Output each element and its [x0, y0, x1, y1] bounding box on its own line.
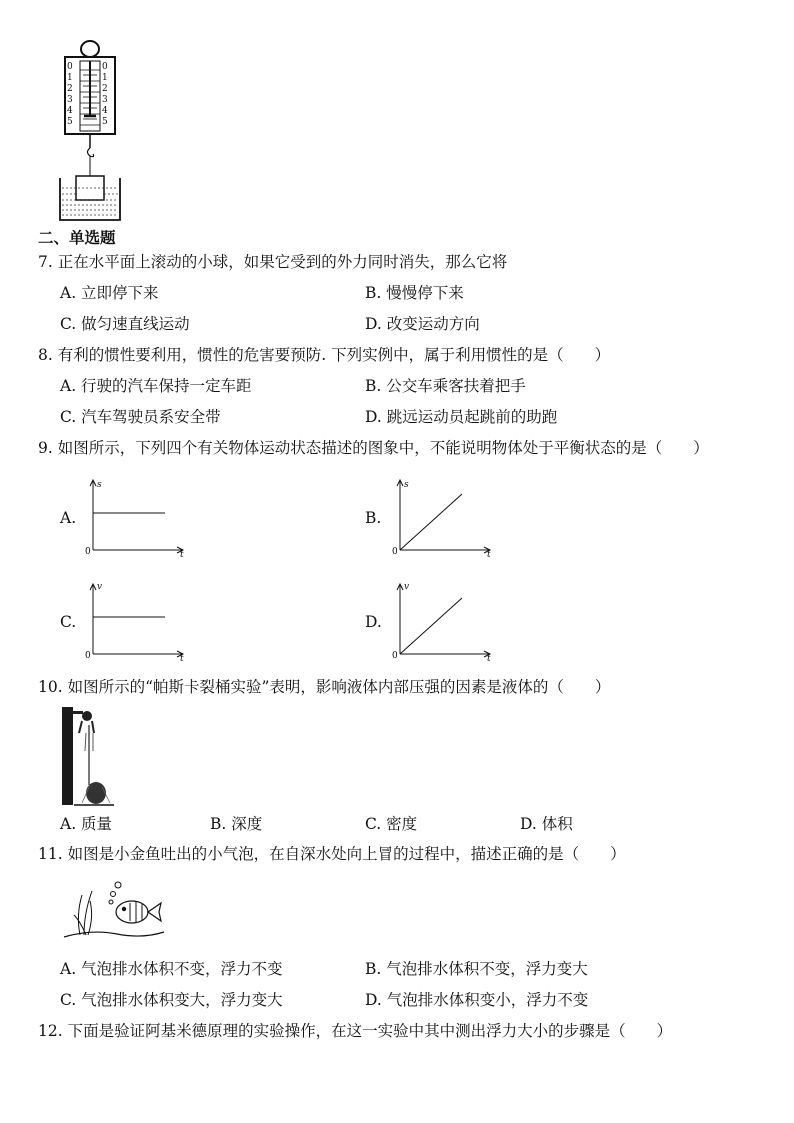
graph-a-origin: 0 — [85, 547, 91, 557]
graph-d — [390, 582, 500, 662]
scale-mark: 1 — [102, 73, 108, 83]
graph-d-line — [400, 598, 462, 654]
q10-option-b[interactable]: B. 深度 — [210, 815, 263, 833]
q11-option-a[interactable]: A. 气泡排水体积不变，浮力不变 — [60, 960, 283, 978]
scale-mark: 4 — [67, 106, 73, 116]
goldfish-bubble-figure — [62, 877, 167, 942]
graph-c-ylabel: v — [97, 582, 103, 592]
q10-option-d[interactable]: D. 体积 — [520, 815, 573, 833]
question-7-stem: 7. 正在水平面上滚动的小球，如果它受到的外力同时消失，那么它将 — [38, 253, 508, 271]
scale-marks-left — [67, 62, 73, 128]
q8-option-a[interactable]: A. 行驶的汽车保持一定车距 — [60, 377, 252, 395]
graph-c-origin: 0 — [85, 651, 91, 661]
q8-option-c[interactable]: C. 汽车驾驶员系安全带 — [60, 408, 221, 426]
question-9-stem: 9. 如图所示，下列四个有关物体运动状态描述的图象中，不能说明物体处于平衡状态的是（ ） — [38, 439, 709, 457]
q10-option-c[interactable]: C. 密度 — [365, 815, 418, 833]
graph-a-ylabel: s — [97, 480, 102, 490]
question-8-stem: 8. 有利的惯性要利用，惯性的危害要预防. 下列实例中，属于利用惯性的是（ ） — [38, 346, 611, 364]
pascal-barrel-figure — [60, 705, 115, 807]
scale-marks-right — [102, 62, 108, 128]
scale-mark: 2 — [67, 84, 73, 94]
question-11-stem: 11. 如图是小金鱼吐出的小气泡，在自深水处向上冒的过程中，描述正确的是（ ） — [38, 845, 626, 863]
scale-mark: 5 — [102, 117, 108, 127]
graph-a-xlabel: t — [180, 550, 184, 560]
scale-mark: 4 — [102, 106, 108, 116]
q7-option-b[interactable]: B. 慢慢停下来 — [365, 284, 464, 302]
scale-mark: 2 — [102, 84, 108, 94]
graph-d-ylabel: v — [404, 582, 410, 592]
graph-b-line — [400, 494, 462, 550]
scale-mark: 5 — [67, 117, 73, 127]
graph-b — [390, 478, 500, 558]
q9-option-b[interactable]: B. — [365, 509, 382, 527]
scale-mark: 0 — [102, 62, 108, 72]
scale-mark: 3 — [102, 95, 108, 105]
graph-d-origin: 0 — [392, 651, 398, 661]
q9-option-d[interactable]: D. — [365, 613, 382, 631]
q8-option-d[interactable]: D. 跳远运动员起跳前的助跑 — [365, 408, 558, 426]
graph-d-xlabel: t — [487, 654, 491, 664]
q7-option-c[interactable]: C. 做匀速直线运动 — [60, 315, 190, 333]
spring-scale-figure — [55, 38, 125, 223]
question-12-stem: 12. 下面是验证阿基米德原理的实验操作，在这一实验中其中测出浮力大小的步骤是（ ） — [38, 1022, 673, 1040]
graph-b-xlabel: t — [487, 550, 491, 560]
graph-c-xlabel: t — [180, 654, 184, 664]
graph-b-origin: 0 — [392, 547, 398, 557]
scale-mark: 0 — [67, 62, 73, 72]
q8-option-b[interactable]: B. 公交车乘客扶着把手 — [365, 377, 526, 395]
graph-a — [83, 478, 193, 558]
q9-option-a[interactable]: A. — [60, 509, 77, 527]
graph-b-ylabel: s — [404, 480, 409, 490]
q11-option-b[interactable]: B. 气泡排水体积不变，浮力变大 — [365, 960, 588, 978]
q11-option-c[interactable]: C. 气泡排水体积变大，浮力变大 — [60, 991, 283, 1009]
q9-option-c[interactable]: C. — [60, 613, 77, 631]
scale-mark: 3 — [67, 95, 73, 105]
section-title: 二、单选题 — [38, 229, 116, 247]
graph-c — [83, 582, 193, 662]
q7-option-d[interactable]: D. 改变运动方向 — [365, 315, 480, 333]
scale-mark: 1 — [67, 73, 73, 83]
question-10-stem: 10. 如图所示的“帕斯卡裂桶实验”表明，影响液体内部压强的因素是液体的（ ） — [38, 678, 611, 696]
q11-option-d[interactable]: D. 气泡排水体积变小，浮力不变 — [365, 991, 589, 1009]
q10-option-a[interactable]: A. 质量 — [60, 815, 113, 833]
q7-option-a[interactable]: A. 立即停下来 — [60, 284, 159, 302]
